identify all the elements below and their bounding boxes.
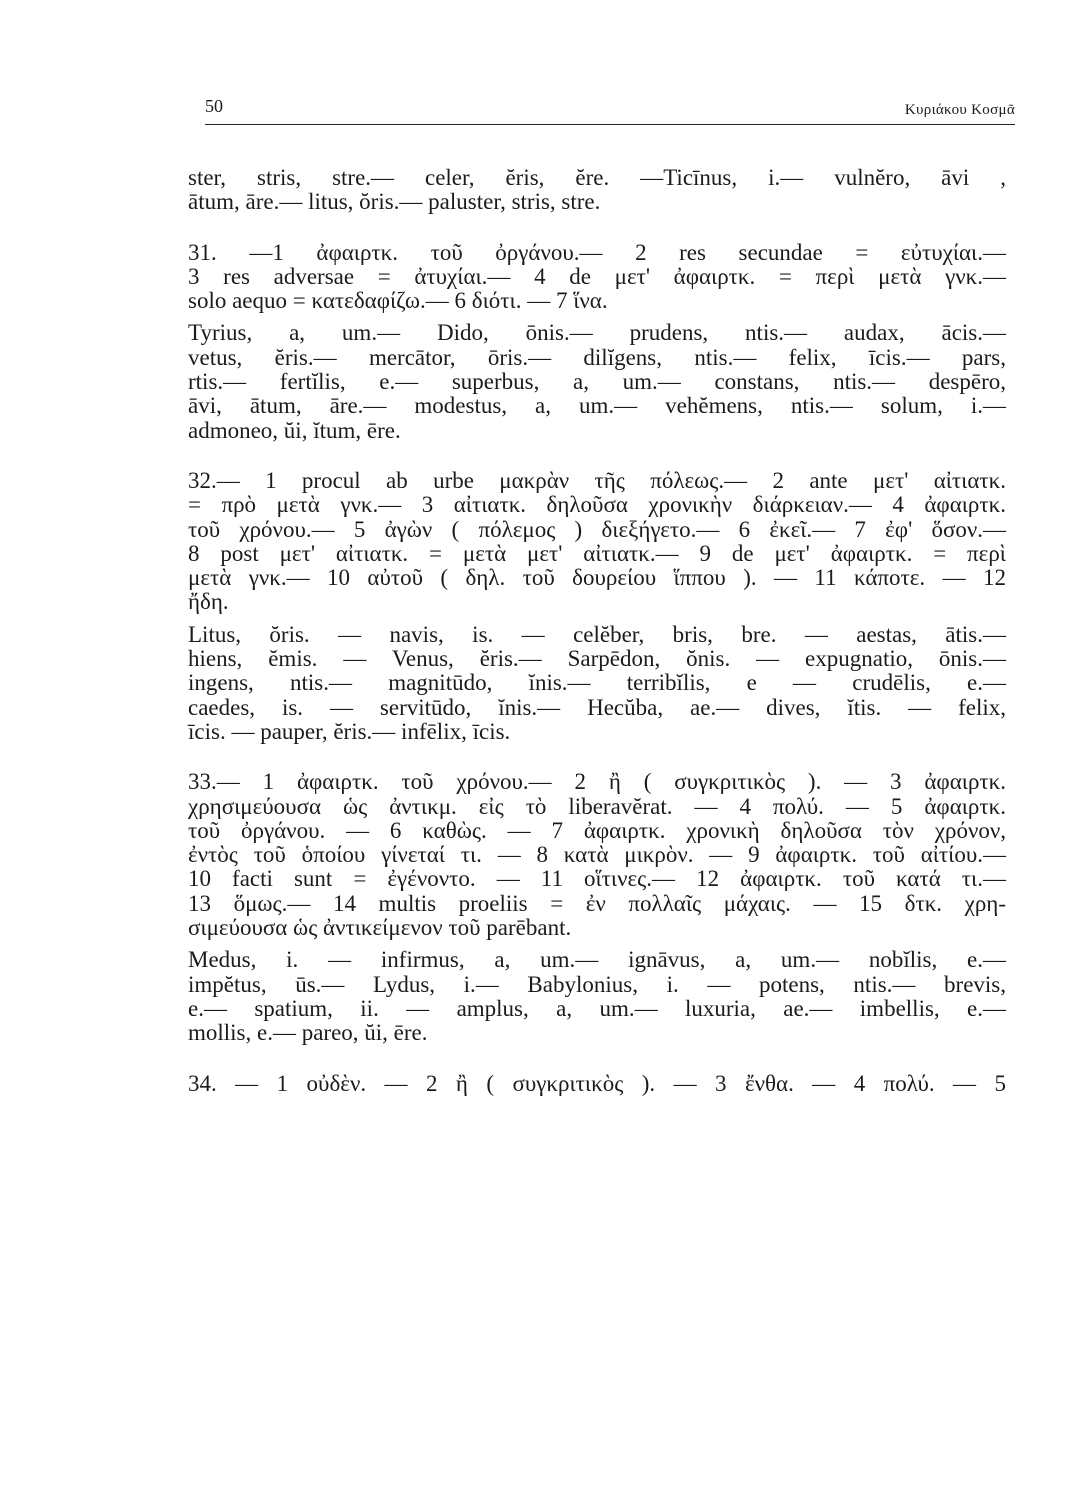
page-header xyxy=(205,96,1015,128)
page-body xyxy=(188,166,1006,1096)
text-line: hiens, ĕmis. — Venus, ĕris.— Sarpēdon, ŏnis. — expugnatio, ōnis.— xyxy=(188,646,1006,672)
text-line: 31. —1 ἀφαιρτκ. τοῦ ὀργάνου.— 2 res secundae = εὐτυχίαι.— xyxy=(188,239,1006,265)
text-line: 3 res adversae = ἀτυχίαι.— 4 de μετ' ἀφαιρτκ. = περὶ μετὰ γνκ.— xyxy=(188,263,1006,289)
text-section xyxy=(188,241,1006,314)
text-line: impĕtus, ūs.— Lydus, i.— Babylonius, i. — potens, ntis.— brevis, xyxy=(188,971,1006,997)
section-gap xyxy=(188,744,1006,770)
text-section xyxy=(188,948,1006,1045)
text-line: 34. — 1 οὐδὲν. — 2 ἢ ( συγκριτικὸς ). — 3 ἔνθα. — 4 πολύ. — 5 xyxy=(188,1070,1006,1096)
text-line: ātum, āre.— litus, ŏris.— paluster, stris, stre. xyxy=(188,189,601,215)
text-line: 32.— 1 procul ab urbe μακρὰν τῆς πόλεως.— 2 ante μετ' αἰτιατκ. xyxy=(188,467,1006,493)
text-line: ἐντὸς τοῦ ὁποίου γίνεταί τι. — 8 κατὰ μικρὸν. — 9 ἀφαιρτκ. τοῦ αἰτίου.— xyxy=(188,842,1006,868)
text-line: ἤδη. xyxy=(188,589,229,615)
text-line: admoneo, ŭi, ĭtum, ēre. xyxy=(188,417,401,443)
text-line: solo aequo = κατεδαφίζω.— 6 διότι. — 7 ἵνα. xyxy=(188,288,608,314)
text-line: τοῦ ὀργάνου. — 6 καθὼς. — 7 ἀφαιρτκ. χρονικὴ δηλοῦσα τὸν χρόνον, xyxy=(188,817,1006,843)
text-line: 13 ὅμως.— 14 multis proeliis = ἐν πολλαῖς μάχαις. — 15 δτκ. χρη- xyxy=(188,890,1006,916)
text-line: Litus, ŏris. — navis, is. — celĕber, bris, bre. — aestas, ātis.— xyxy=(188,621,1006,647)
text-line: 33.— 1 ἀφαιρτκ. τοῦ χρόνου.— 2 ἢ ( συγκριτικὸς ). — 3 ἀφαιρτκ. xyxy=(188,769,1006,795)
section-gap xyxy=(188,443,1006,469)
text-section xyxy=(188,469,1006,615)
text-line: īcis. — pauper, ĕris.— infēlix, īcis. xyxy=(188,718,511,744)
text-line: Tyrius, a, um.— Dido, ōnis.— prudens, ntis.— audax, ācis.— xyxy=(188,320,1006,346)
text-section xyxy=(188,770,1006,940)
page-number: 50 xyxy=(205,96,223,116)
text-line: e.— spatium, ii. — amplus, a, um.— luxuria, ae.— imbellis, e.— xyxy=(188,995,1006,1021)
text-section xyxy=(188,1072,1006,1096)
text-line: 10 facti sunt = ἐγένοντο. — 11 οἵτινες.— 12 ἀφαιρτκ. τοῦ κατά τι.— xyxy=(188,866,1006,892)
text-section xyxy=(188,166,1006,215)
text-line: vetus, ĕris.— mercātor, ōris.— dilĭgens, ntis.— felix, īcis.— pars, xyxy=(188,344,1006,370)
running-head: Κυριάκου Κοσμᾶ xyxy=(904,102,1015,118)
text-line: mollis, e.— pareo, ŭi, ēre. xyxy=(188,1020,428,1046)
text-line: Medus, i. — infirmus, a, um.— ignāvus, a, um.— nobĭlis, e.— xyxy=(188,947,1006,973)
text-line: τοῦ χρόνου.— 5 ἀγὼν ( πόλεμος ) διεξήγετο.— 6 ἐκεῖ.— 7 ἐφ' ὅσον.— xyxy=(188,516,1006,542)
text-line: ster, stris, stre.— celer, ĕris, ĕre. —Ticīnus, i.— vulnĕro, āvi , xyxy=(188,165,1006,190)
header-rule xyxy=(205,124,1015,125)
text-section xyxy=(188,623,1006,744)
text-section xyxy=(188,321,1006,442)
text-line: 8 post μετ' αἰτιατκ. = μετὰ μετ' αἰτιατκ.— 9 de μετ' ἀφαιρτκ. = περὶ xyxy=(188,540,1006,566)
text-line: caedes, is. — servitūdo, ĭnis.— Hecŭba, ae.— dives, ĭtis. — felix, xyxy=(188,694,1006,720)
text-line: σιμεύουσα ὡς ἀντικείμενον τοῦ parēbant. xyxy=(188,915,572,941)
text-line: χρησιμεύουσα ὡς ἀντικμ. εἰς τὸ liberavĕrat. — 4 πολύ. — 5 ἀφαιρτκ. xyxy=(188,793,1006,819)
section-gap xyxy=(188,215,1006,241)
text-line: = πρὸ μετὰ γνκ.— 3 αἰτιατκ. δηλοῦσα χρονικὴν διάρκειαν.— 4 ἀφαιρτκ. xyxy=(188,492,1006,518)
text-line: ingens, ntis.— magnitūdo, ĭnis.— terribĭlis, e — crudēlis, e.— xyxy=(188,670,1006,696)
section-gap xyxy=(188,1046,1006,1072)
text-line: μετὰ γνκ.— 10 αὐτοῦ ( δηλ. τοῦ δουρείου ἵππου ). — 11 κάποτε. — 12 xyxy=(188,565,1006,591)
text-line: āvi, ātum, āre.— modestus, a, um.— vehĕmens, ntis.— solum, i.— xyxy=(188,393,1006,419)
text-line: rtis.— fertĭlis, e.— superbus, a, um.— constans, ntis.— despēro, xyxy=(188,369,1006,395)
